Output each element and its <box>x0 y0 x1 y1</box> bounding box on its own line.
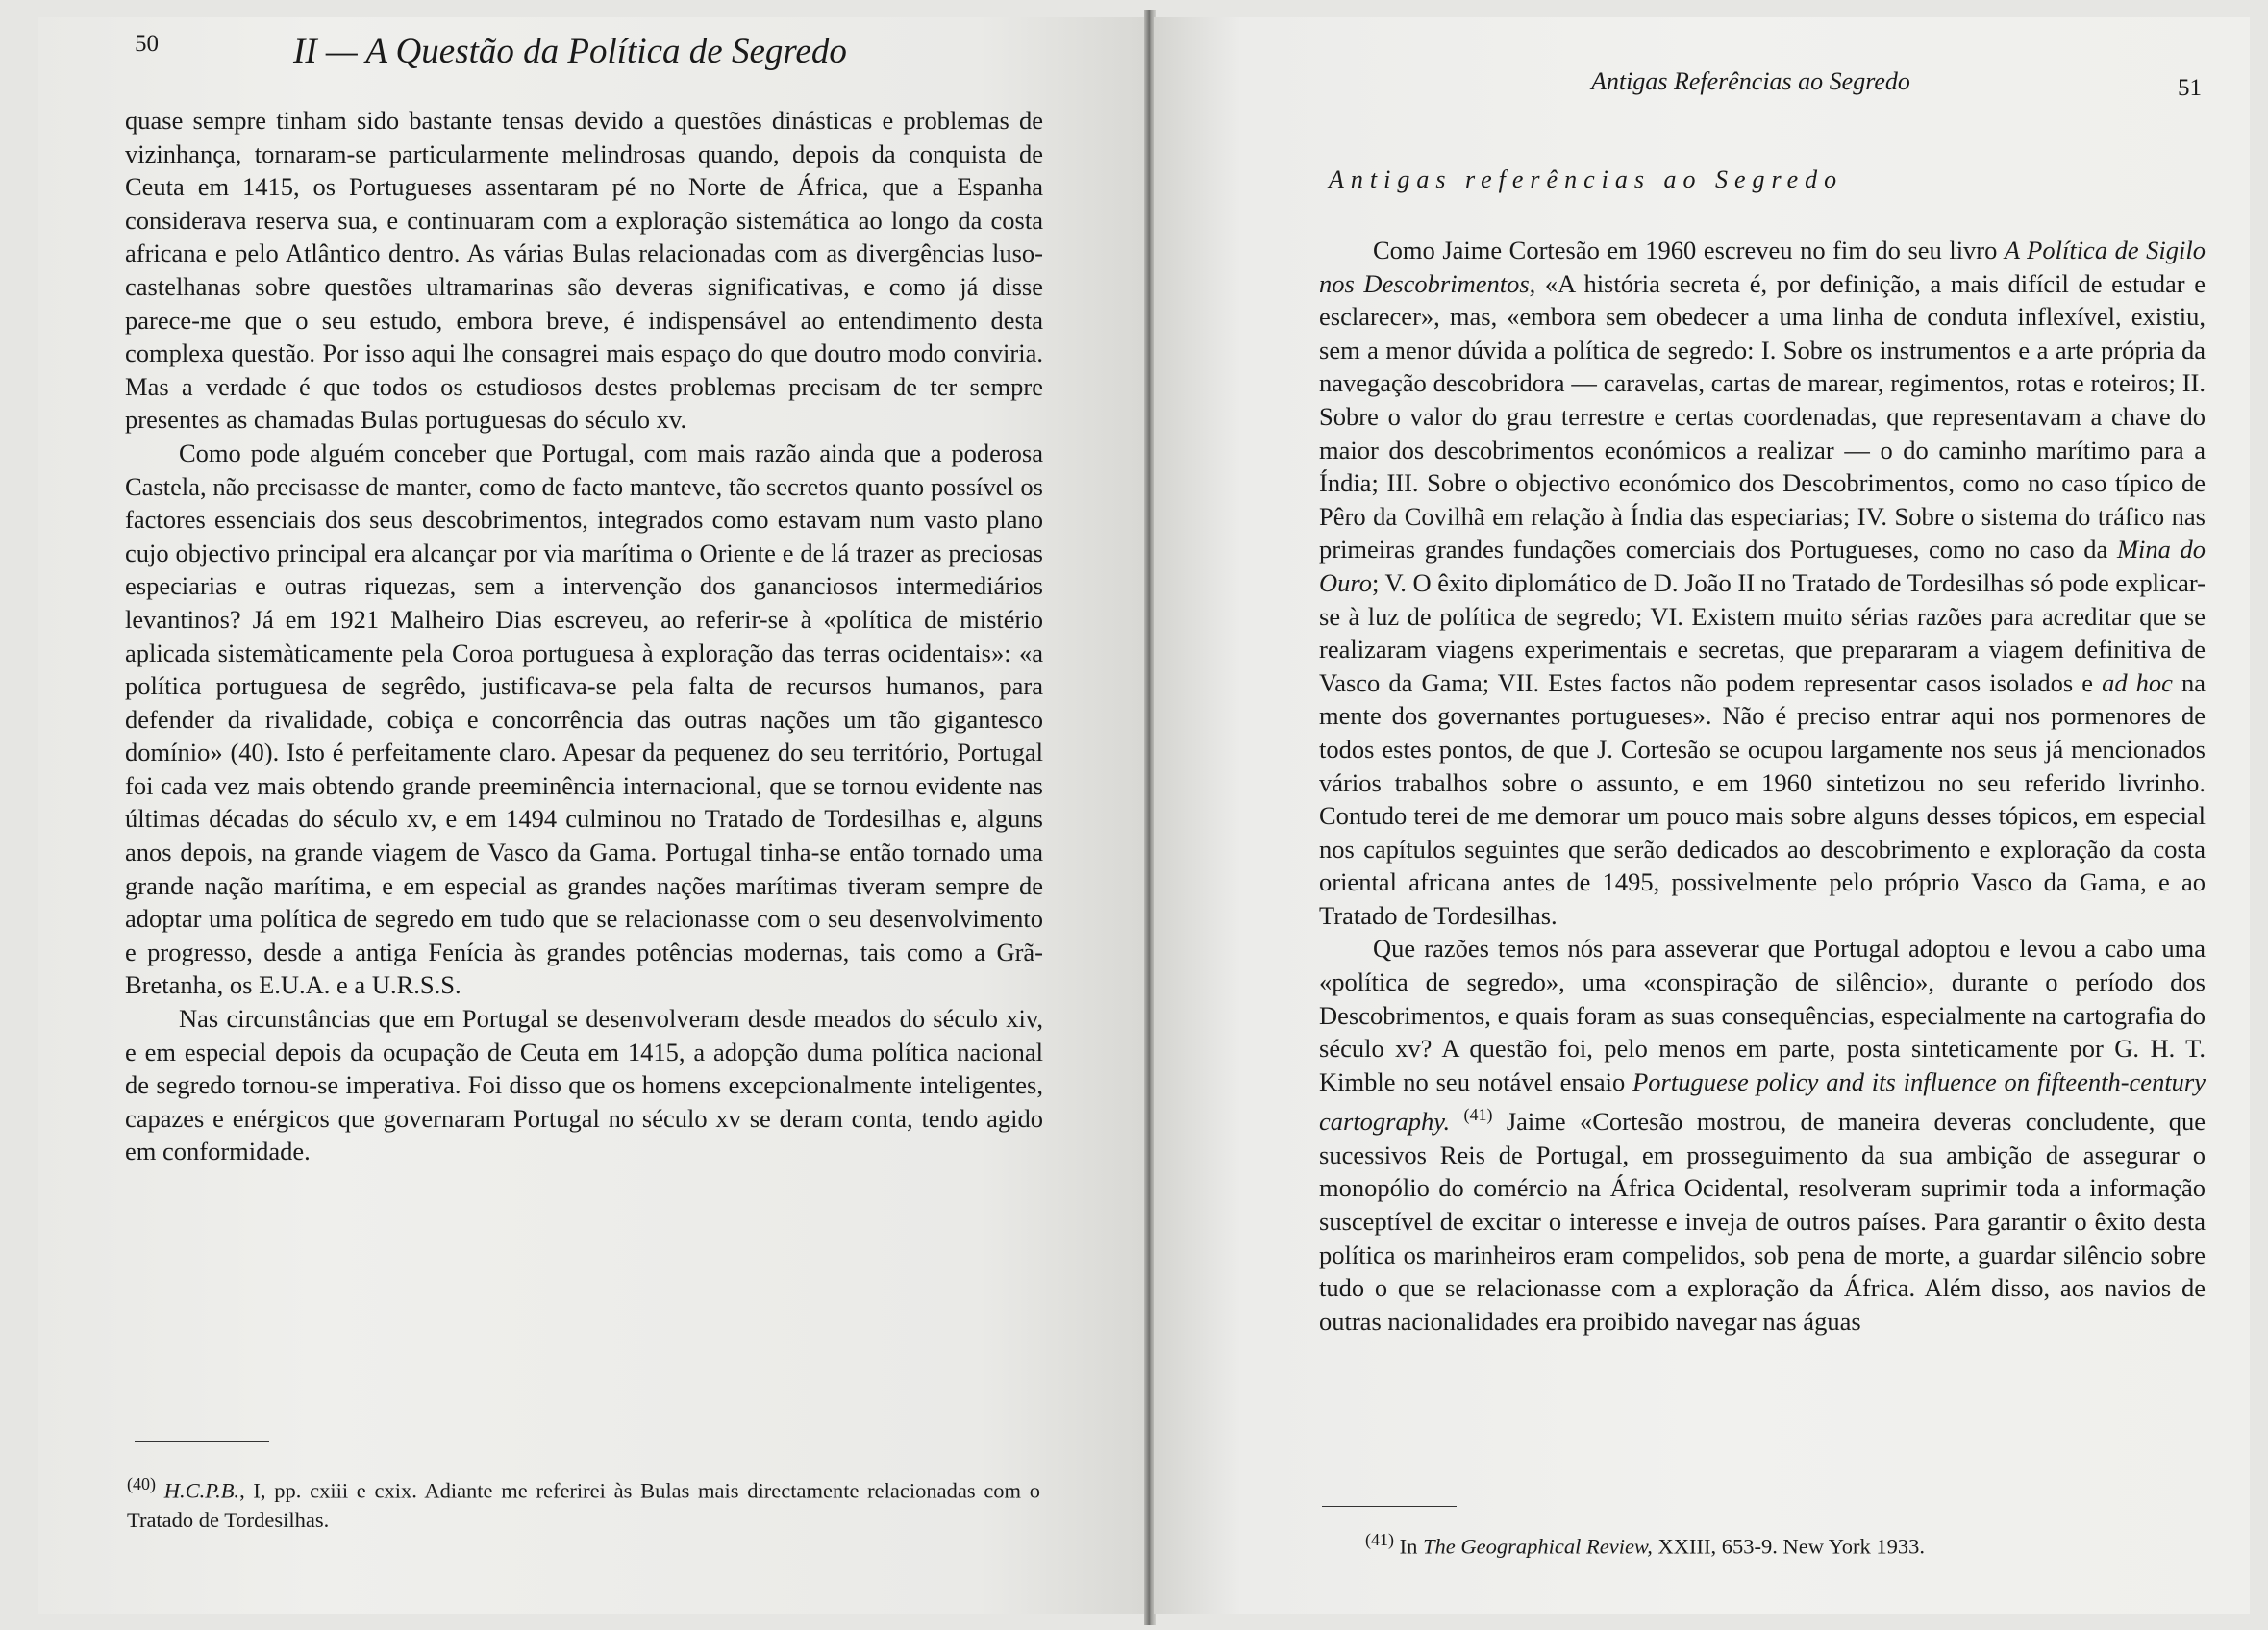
footnote <box>1365 1525 2211 1562</box>
footnote-reference: (41) <box>1463 1105 1493 1125</box>
paragraph: Como pode alguém conceber que Portugal, com mais razão ainda que a poderosa Castela, não precisasse de manter, como de facto manteve, tão secretos quanto possível os factores essenciais dos seus descobrimentos, integrados como estavam num vasto plano cujo objectivo principal era alcançar por via marítima o Oriente e de lá trazer as preciosas especiarias e outras riquezas, sem a intervenção dos gananciosos intermediários levantinos? Já em 1921 Malheiro Dias escreveu, ao referir-se à «política de mistério aplicada sistemàticamente pela Coroa portuguesa à exploração das terras ocidentais»: «a política portuguesa de segrêdo, justificava-se pela falta de recursos humanos, para defender da rivalidade, cobiça e concorrência das outras nações um tão gigantesco domínio» (40). Isto é perfeitamente claro. Apesar da pequenez do seu território, Portugal foi cada vez mais obtendo grande preeminência internacional, que se tornou evidente nas últimas décadas do século xv, e em 1494 culminou no Tratado de Tordesilhas e, alguns anos depois, na grande viagem de Vasco da Gama. Portugal tinha-se então tornado uma grande nação marítima, e em especial as grandes nações marítimas tiveram sempre de adoptar uma política de segredo em tudo que se relacionasse com o seu desenvolvimento e progresso, desde a antiga Fenícia às grandes potências modernas, tais como a Grã-Bretanha, os E.U.A. e a U.R.S.S. <box>125 438 1043 1000</box>
page-number: 50 <box>135 31 159 57</box>
footnote <box>127 1469 1040 1535</box>
footnote-mark: (41) <box>1365 1530 1394 1549</box>
text-run: Como Jaime Cortesão em 1960 escreveu no fim do seu livro <box>1373 236 2005 264</box>
footnote-source: H.C.P.B. <box>163 1478 240 1503</box>
page-number: 51 <box>2178 75 2202 101</box>
running-head: Antigas Referências ao Segredo <box>1591 67 1910 95</box>
footnote-rule <box>1322 1506 1457 1507</box>
footnote-text: XXIII, 653-9. New York 1933. <box>1652 1534 1926 1559</box>
place-name: Mina do Ouro <box>1319 535 2206 597</box>
section-title: Antigas referências ao Segredo <box>1329 165 1844 193</box>
body-text <box>125 104 1043 1168</box>
paragraph: Nas circunstâncias que em Portugal se desenvolveram desde meados do século xiv, e em especial depois da ocupação de Ceuta em 1415, a adopção duma política nacional de segredo tornou-se imperativa. Foi disso que os homens excepcionalmente inteligentes, capazes e enérgicos que governaram Portugal no século xv se deram conta, tendo agido em conformidade. <box>125 1004 1043 1166</box>
running-head: II — A Questão da Política de Segredo <box>293 32 847 71</box>
footnote-mark: (40) <box>127 1474 156 1493</box>
text-run: Que razões temos nós para asseverar que Portugal adoptou e levou a cabo uma «política de segredo», uma «conspiração de silêncio», durante o período dos Descobrimentos, e quais foram as suas consequências, especialmente na cartografia do século xv? A questão foi, pelo menos em parte, posta sinteticamente por G. H. T. Kimble no seu notável ensaio <box>1319 934 2206 1096</box>
footnote-text: In <box>1399 1534 1423 1559</box>
paragraph: quase sempre tinham sido bastante tensas devido a questões dinásticas e problemas de vizinhança, tornaram-se particularmente melindrosas quando, depois da conquista de Ceuta em 1415, os Portugueses assentaram pé no Norte de África, que a Espanha considerava reserva sua, e continuaram com a exploração sistemática ao longo da costa africana e pelo Atlântico dentro. As várias Bulas relacionadas com as divergências luso-castelhanas sobre questões ultramarinas são deveras significativas, e como já disse parece-me que o seu estudo, embora breve, é indispensável ao entendimento desta complexa questão. Por isso aqui lhe consagrei mais espaço do que doutro modo conviria. Mas a verdade é que todos os estudiosos destes problemas precisam de ter sempre presentes as chamadas Bulas portuguesas do século xv. <box>125 106 1043 435</box>
text-run: «A história secreta é, por definição, a mais difícil de estudar e esclarecer», mas, «embora sem obedecer a uma linha de conduta inflexível, existiu, sem a menor dúvida a política de segredo: I. Sobre os instrumentos e a arte própria da navegação descobridora — caravelas, cartas de marear, regimentos, rotas e roteiros; II. Sobre o valor do grau terrestre e certas coordenadas, que representavam a chave do maior dos descobrimentos económicos a realizar — o do caminho marítimo para a Índia; III. Sobre o objectivo económico dos Descobrimentos, como no caso típico de Pêro da Covilhã em relação à Índia das especiarias; IV. Sobre o sistema do tráfico nas primeiras grandes fundações comerciais dos Portugueses, como no caso da <box>1319 268 2206 564</box>
text-run: ; V. O êxito diplomático de D. João II no Tratado de Tordesilhas só pode explicar-se à luz de política de segredo; VI. Existem muito sérias razões para acreditar que se realizaram viagens experimentais e secretas, que prepararam a viagem definitiva de Vasco da Gama; VII. Estes factos não podem representar casos isolados e <box>1319 567 2206 697</box>
journal-title: The Geographical Review, <box>1423 1534 1653 1559</box>
left-page <box>38 17 1144 1614</box>
text-run: Jaime «Cortesão mostrou, de maneira deveras concludente, que sucessivos Reis de Portugal, em prosseguimento da sua ambição de assegurar o monopólio do comércio na África Ocidental, resolveram suprimir toda a informação susceptível de excitar o interesse e inveja de outros países. Para garantir o êxito desta política os marinheiros eram compelidos, sob pena de morte, a guardar silêncio sobre tudo o que se relacionasse com a exploração da África. Além disso, aos navios de outras nacionalidades era proibido navegar nas águas <box>1319 1107 2206 1336</box>
paragraph <box>1319 234 2206 932</box>
body-text <box>1319 234 2206 1338</box>
footnote-text: , I, pp. cxiii e cxix. Adiante me referirei às Bulas mais directamente relacionadas com o Tratado de Tordesilhas. <box>127 1478 1041 1532</box>
footnote-rule <box>135 1441 269 1442</box>
book-title: A Política de Sigilo nos Descobrimentos, <box>1319 236 2206 298</box>
paragraph <box>1319 932 2206 1338</box>
latin-phrase: ad hoc <box>2102 667 2173 697</box>
essay-title: Portuguese policy and its influence on fifteenth-century cartography. <box>1319 1066 2206 1137</box>
right-page <box>1154 17 2250 1614</box>
text-run: na mente dos governantes portugueses». Não é preciso entrar aqui nos pormenores de todos estes pontos, de que J. Cortesão se ocupou largamente nos seus já mencionados vários trabalhos sobre o assunto, e em 1960 sintetizou no seu referido livrinho. Contudo terei de me demorar um pouco mais sobre alguns desses tópicos, em especial nos capítulos seguintes que serão dedicados ao descobrimento e exploração da costa oriental africana antes de 1495, possivelmente pelo próprio Vasco da Gama, e ao Tratado de Tordesilhas. <box>1319 667 2206 930</box>
